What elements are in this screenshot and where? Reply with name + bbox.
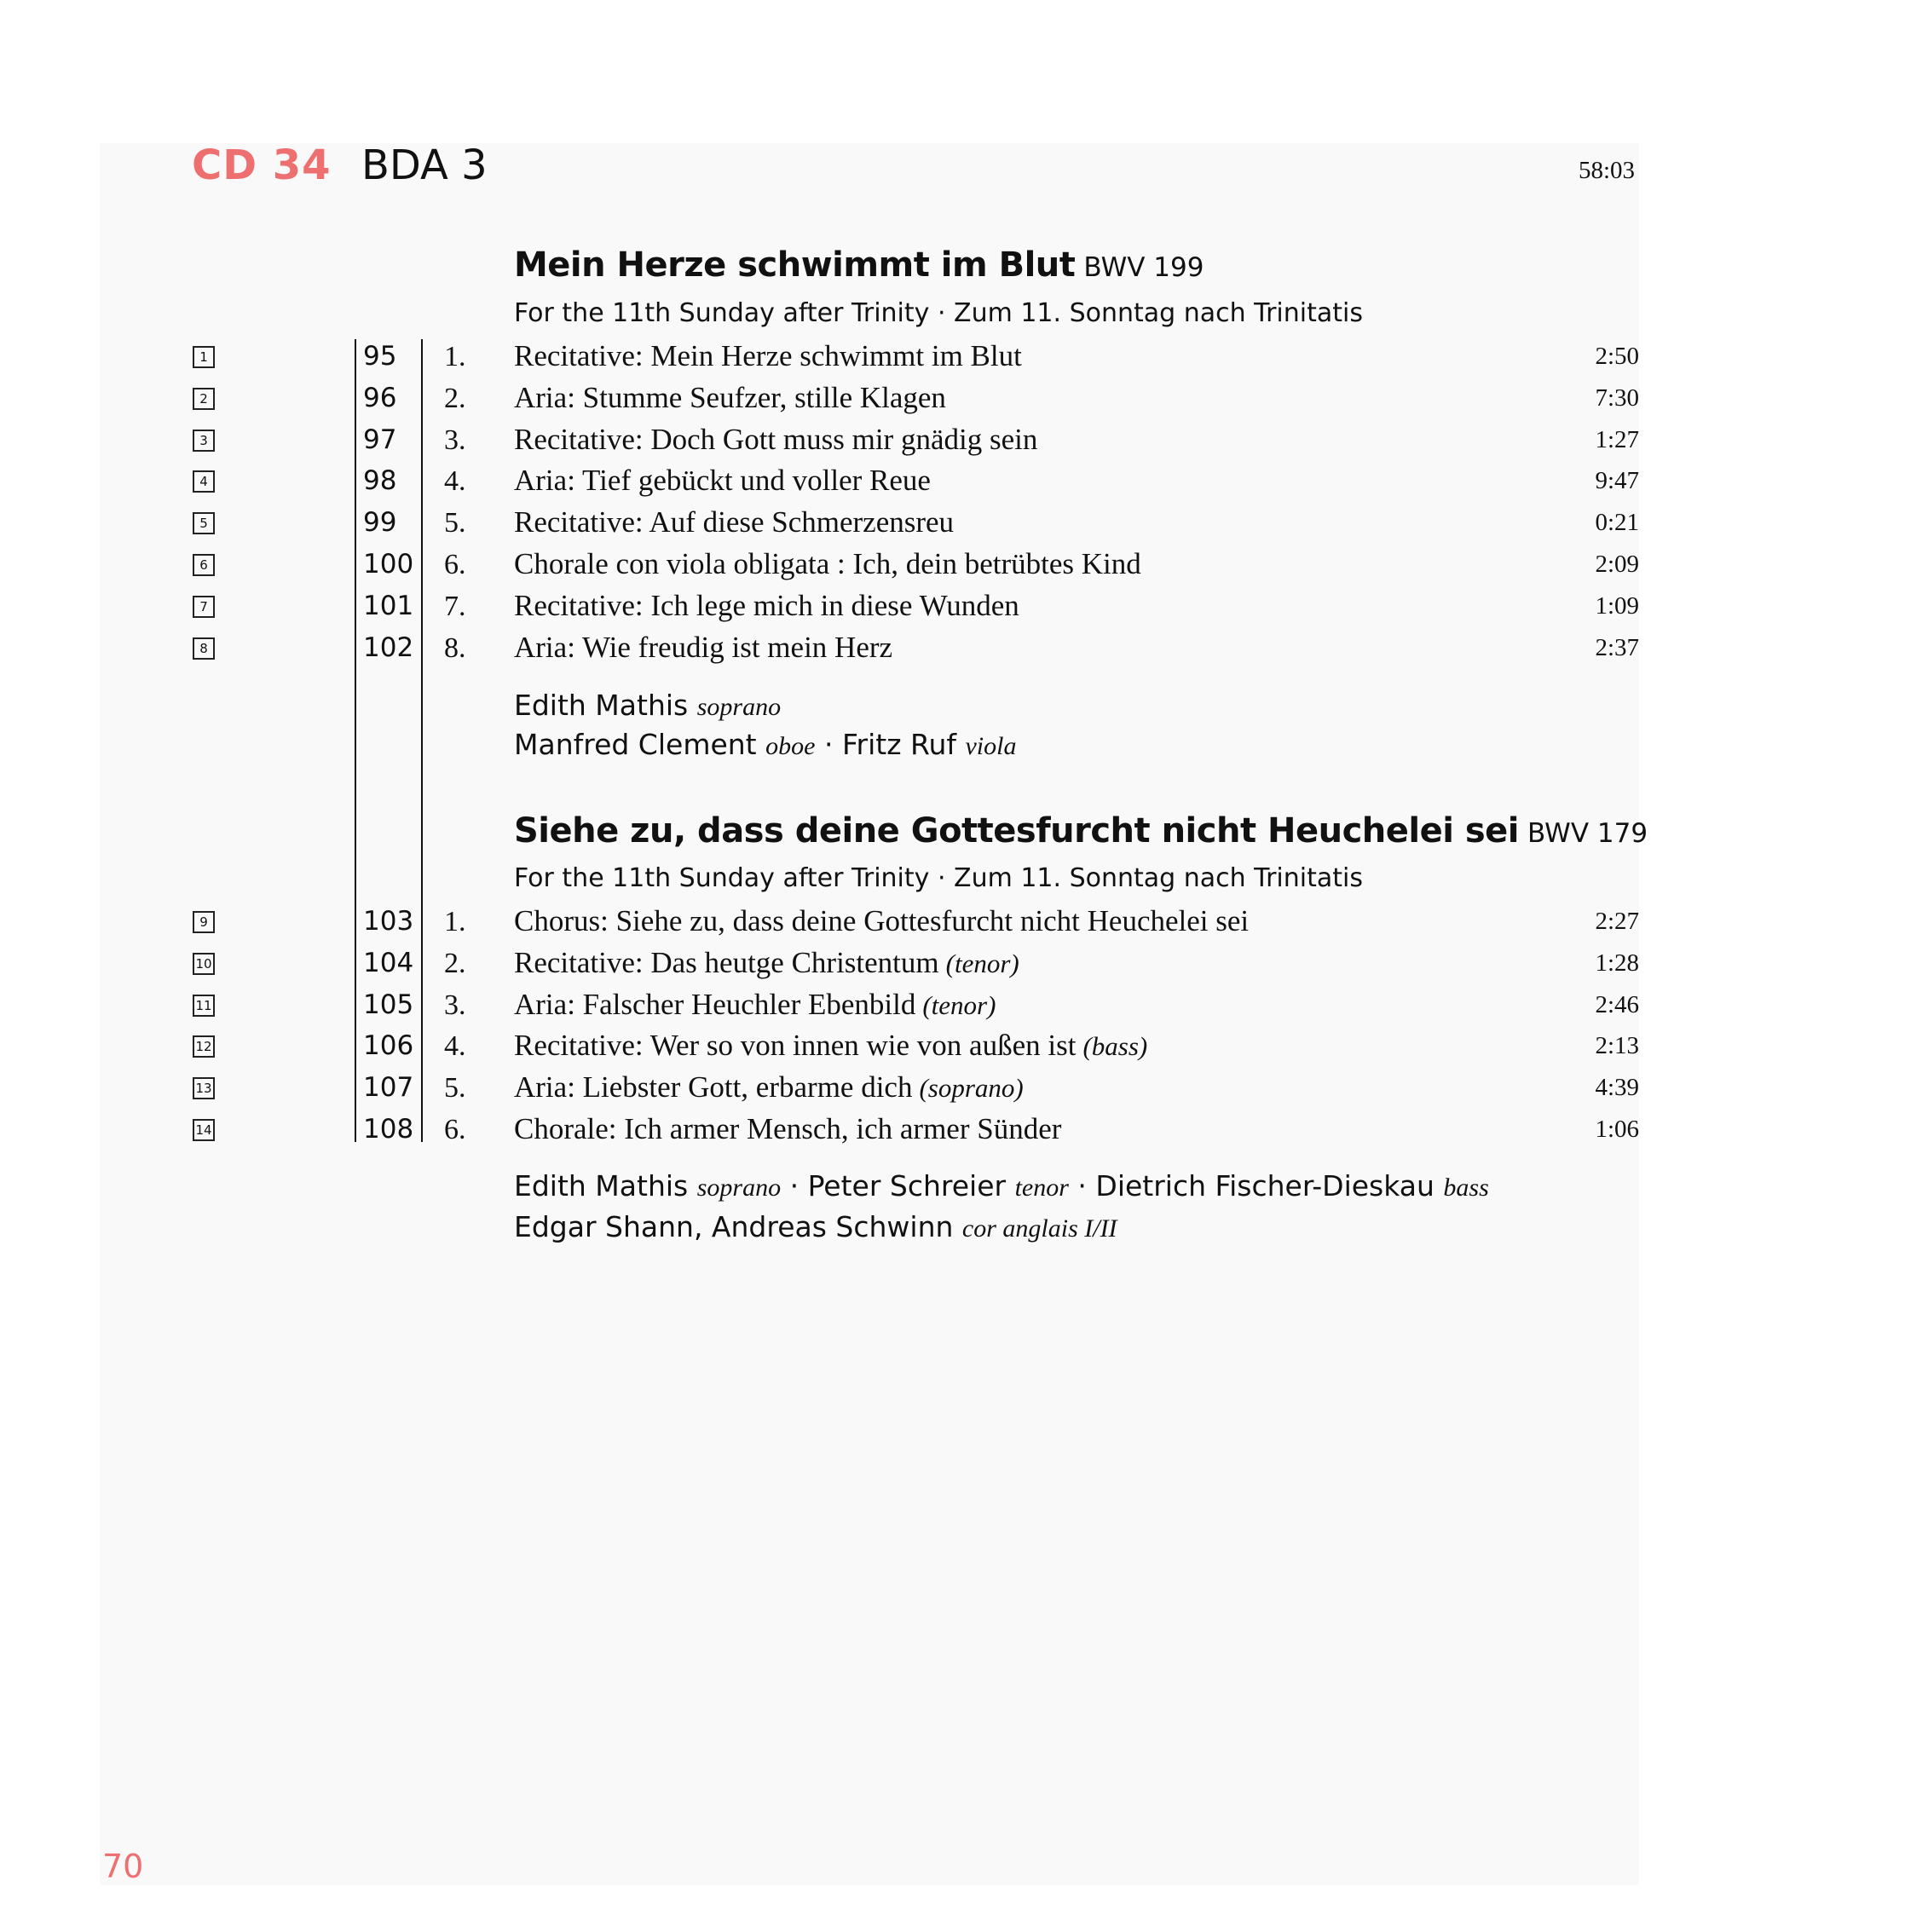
movement-number: 1. <box>444 906 466 937</box>
track-title-text: Aria: Wie freudig ist mein Herz <box>514 630 893 664</box>
track-title-text: Aria: Stumme Seufzer, stille Klagen <box>514 380 946 414</box>
track-title <box>514 904 1249 938</box>
track-duration: 2:27 <box>1595 908 1639 935</box>
disc-track-number: 108 <box>363 1114 414 1145</box>
disc-track-number: 106 <box>363 1030 414 1062</box>
track-duration: 2:50 <box>1595 343 1639 370</box>
track-title <box>514 339 1022 373</box>
track-number-box: 4 <box>193 470 215 493</box>
track-number-box: 13 <box>193 1077 215 1099</box>
track-duration: 4:39 <box>1595 1074 1639 1102</box>
track-number-box: 9 <box>193 911 215 933</box>
track-voice: (tenor) <box>922 989 996 1020</box>
movement-number: 6. <box>444 1114 466 1145</box>
disc-track-number: 102 <box>363 632 414 663</box>
performer-role: viola <box>965 732 1017 760</box>
track-title <box>514 946 1019 980</box>
track-title <box>514 381 946 415</box>
track-number-box: 7 <box>193 596 215 618</box>
track-row <box>0 547 1905 588</box>
track-duration: 1:06 <box>1595 1116 1639 1143</box>
track-number-box: 14 <box>193 1119 215 1141</box>
performer-name: Edith Mathis <box>514 689 689 722</box>
track-duration: 2:46 <box>1595 990 1639 1018</box>
track-row <box>0 589 1905 630</box>
track-number-box: 1 <box>193 346 215 368</box>
track-duration: 1:09 <box>1595 591 1639 620</box>
work-bwv: BWV 179 <box>1527 818 1648 849</box>
disc-track-number: 107 <box>363 1072 414 1104</box>
track-number-box: 6 <box>193 554 215 576</box>
track-title-text: Aria: Falscher Heuchler Ebenbild <box>514 987 916 1021</box>
total-time: 58:03 <box>1579 157 1636 184</box>
track-title-text: Recitative: Wer so von innen wie von außen ist <box>514 1029 1077 1063</box>
track-number-box: 5 <box>193 512 215 534</box>
disc-track-number: 98 <box>363 465 397 497</box>
performer-name: Dietrich Fischer-Dieskau <box>1095 1169 1435 1202</box>
track-title-text: Recitative: Mein Herze schwimmt im Blut <box>514 339 1022 372</box>
movement-number: 2. <box>444 947 466 979</box>
disc-track-number: 97 <box>363 424 397 455</box>
work-title-text: Siehe zu, dass deine Gottesfurcht nicht Heuchelei sei <box>514 811 1520 851</box>
cd-label: CD 34 <box>192 141 332 189</box>
track-duration: 9:47 <box>1595 467 1639 495</box>
performer-name: Manfred Clement <box>514 728 757 761</box>
performer-name: Edith Mathis <box>514 1169 689 1202</box>
track-title <box>514 988 996 1022</box>
work-title <box>514 811 1648 851</box>
track-number-box: 2 <box>193 388 215 410</box>
track-title-text: Chorus: Siehe zu, dass deine Gottesfurcht nicht Heuchelei sei <box>514 904 1250 937</box>
track-title <box>514 547 1141 581</box>
track-row <box>0 1112 1905 1153</box>
track-title <box>514 423 1037 457</box>
track-duration: 1:28 <box>1595 949 1639 977</box>
work-bwv: BWV 199 <box>1083 252 1204 283</box>
track-row <box>0 904 1905 945</box>
track-title <box>514 1070 1024 1104</box>
track-duration: 7:30 <box>1595 384 1639 412</box>
column-rule <box>421 339 423 1142</box>
performers-line: Manfred Clement oboe · Fritz Ruf viola <box>514 728 1017 761</box>
bda-label: BDA 3 <box>361 141 488 189</box>
performer-role: cor anglais I/II <box>961 1214 1117 1243</box>
track-title <box>514 464 931 498</box>
track-voice: (bass) <box>1082 1031 1148 1062</box>
track-title <box>514 1029 1147 1063</box>
movement-number: 1. <box>444 341 466 372</box>
performer-name: Fritz Ruf <box>841 728 956 761</box>
movement-number: 4. <box>444 465 466 498</box>
track-title <box>514 505 954 539</box>
performer-role: tenor <box>1014 1174 1069 1202</box>
track-title <box>514 631 892 665</box>
performers-line <box>514 1210 1117 1243</box>
track-title-text: Recitative: Ich lege mich in diese Wunden <box>514 588 1019 622</box>
track-row <box>0 423 1905 464</box>
disc-track-number: 100 <box>363 549 414 580</box>
track-voice: (tenor) <box>945 948 1019 978</box>
track-duration: 0:21 <box>1595 509 1639 537</box>
disc-track-number: 103 <box>363 906 414 937</box>
disc-track-number: 105 <box>363 989 414 1020</box>
track-duration: 2:09 <box>1595 551 1639 578</box>
track-duration: 1:27 <box>1595 425 1639 453</box>
movement-number: 6. <box>444 549 466 580</box>
performer-name: Edgar Shann, Andreas Schwinn <box>514 1210 954 1243</box>
track-number-box: 10 <box>193 953 215 975</box>
disc-track-number: 99 <box>363 507 397 539</box>
disc-track-number: 95 <box>363 341 397 372</box>
track-row <box>0 1029 1905 1070</box>
track-row <box>0 988 1905 1029</box>
performer-role: oboe <box>765 732 816 760</box>
page-number: 70 <box>102 1848 144 1885</box>
track-title <box>514 589 1019 623</box>
track-number-box: 3 <box>193 430 215 452</box>
performer-role: bass <box>1443 1174 1489 1202</box>
track-row <box>0 1070 1905 1111</box>
disc-track-number: 96 <box>363 382 397 413</box>
track-title-text: Chorale con viola obligata : Ich, dein betrübtes Kind <box>514 547 1141 580</box>
performer-role: soprano <box>696 1174 782 1202</box>
track-number-box: 11 <box>193 995 215 1017</box>
track-duration: 2:37 <box>1595 633 1639 661</box>
performers-line: Edith Mathis soprano · Peter Schreier tenor · Dietrich Fischer-Dieskau bass <box>514 1169 1489 1202</box>
track-title-text: Aria: Liebster Gott, erbarme dich <box>514 1070 913 1104</box>
disc-track-number: 104 <box>363 947 414 978</box>
track-row <box>0 505 1905 546</box>
track-number-box: 12 <box>193 1035 215 1058</box>
track-title-text: Recitative: Auf diese Schmerzensreu <box>514 505 955 539</box>
column-rule <box>355 339 356 1142</box>
movement-number: 4. <box>444 1030 466 1063</box>
performer-role: soprano <box>696 693 782 721</box>
movement-number: 3. <box>444 989 466 1021</box>
track-row <box>0 339 1905 380</box>
track-row <box>0 381 1905 422</box>
performer-name: Peter Schreier <box>807 1169 1007 1202</box>
work-title-text: Mein Herze schwimmt im Blut <box>514 245 1076 285</box>
track-duration: 2:13 <box>1595 1032 1639 1060</box>
movement-number: 5. <box>444 1072 466 1104</box>
track-title-text: Aria: Tief gebückt und voller Reue <box>514 464 931 498</box>
movement-number: 7. <box>444 590 466 622</box>
track-voice: (soprano) <box>919 1073 1024 1104</box>
track-row <box>0 946 1905 987</box>
track-title-text: Chorale: Ich armer Mensch, ich armer Sünder <box>514 1112 1062 1145</box>
track-row <box>0 631 1905 672</box>
track-title-text: Recitative: Doch Gott muss mir gnädig sein <box>514 422 1038 456</box>
movement-number: 5. <box>444 507 466 539</box>
track-row <box>0 464 1905 505</box>
work-subtitle: For the 11th Sunday after Trinity · Zum 11. Sonntag nach Trinitatis <box>514 298 1363 328</box>
track-title <box>514 1112 1061 1146</box>
movement-number: 3. <box>444 424 466 456</box>
disc-track-number: 101 <box>363 590 414 621</box>
track-number-box: 8 <box>193 637 215 660</box>
movement-number: 8. <box>444 632 466 664</box>
movement-number: 2. <box>444 382 466 414</box>
work-title <box>514 245 1204 285</box>
work-subtitle: For the 11th Sunday after Trinity · Zum 11. Sonntag nach Trinitatis <box>514 863 1363 893</box>
track-title-text: Recitative: Das heutge Christentum <box>514 945 939 979</box>
performers-line <box>514 689 781 722</box>
